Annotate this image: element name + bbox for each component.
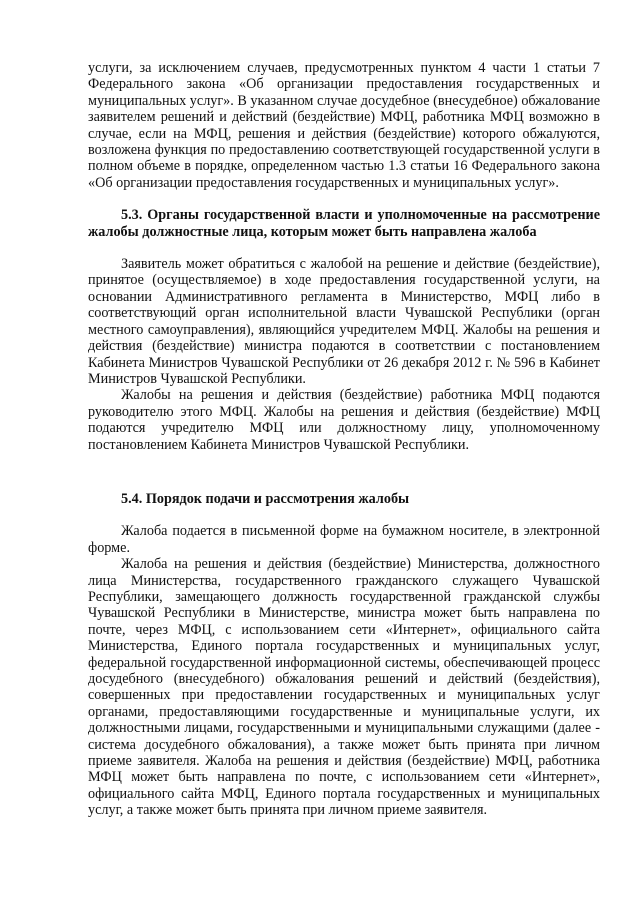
section-heading-5-4: 5.4. Порядок подачи и рассмотрения жалобы [121,490,410,507]
paragraph-continuation: услуги, за исключением случаев, предусмотренных пунктом 4 части 1 статьи 7 Федерального закона «Об организации предоставления государственных и муниципальных услуг». В указанном случае досудебное (внесудебное) обжалование заявителем решений и действий (бездействие) МФЦ, работника МФЦ возможно в случае, если на МФЦ, решения и действия (бездействие) которого обжалуются, возложена функция по предоставлению соответствующей государственной услуги в полном объеме в порядке, определенном частью 1.3 статьи 16 Федерального закона «Об организации предоставления государственных и муниципальных услуг». [88,60,600,191]
paragraph-5-3-mfc-complaints: Жалобы на решения и действия (бездействие) работника МФЦ подаются руководителю этого МФЦ. Жалобы на решения и действия (бездействие) МФЦ подаются учредителю МФЦ или должностному лицу, уполномоченному постановлением Кабинета Министров Чувашской Республики. [88,387,600,453]
document-body [88,60,600,819]
paragraph-5-3-appeal-bodies: Заявитель может обратиться с жалобой на решение и действие (бездействие), принятое (осуществляемое) в ходе предоставления государственной услуги, на основании Административного регламента в Министерство, МФЦ либо в соответствующий орган исполнительной власти Чувашской Республики (орган местного самоуправления), являющийся учредителем МФЦ. Жалобы на решения и действия (бездействие) министра подаются в соответствии с постановлением Кабинета Министров Чувашской Республики от 26 декабря 2012 г. № 596 в Кабинет Министров Чувашской Республики. [88,256,600,387]
section-heading-5-3: 5.3. Органы государственной власти и уполномоченные на рассмотрение жалобы должностные лица, которым может быть направлена жалоба [88,207,600,240]
paragraph-5-4-submission-channels: Жалоба на решения и действия (бездействие) Министерства, должностного лица Министерства, государственного гражданского служащего Чувашской Республики, замещающего должность государственной гражданской службы Чувашской Республики в Министерстве, министра может быть направлена по почте, через МФЦ, с использованием сети «Интернет», официального сайта Министерства, Единого портала государственных и муниципальных услуг, федеральной государственной информационной системы, обеспечивающей процесс досудебного (внесудебного) обжалования решений и действий (бездействия), совершенных при предоставлении государственных и муниципальных услуг органами, предоставляющими государственные и муниципальные услуги, их должностными лицами, государственными и муниципальными служащими (далее - система досудебного обжалования), а также может быть принята при личном приеме заявителя. Жалоба на решения и действия (бездействие) МФЦ, работника МФЦ может быть направлена по почте, с использованием сети «Интернет», официального сайта МФЦ, Единого портала государственных и муниципальных услуг, а также может быть принята при личном приеме заявителя. [88,556,600,819]
paragraph-5-4-form: Жалоба подается в письменной форме на бумажном носителе, в электронной форме. [88,523,600,556]
